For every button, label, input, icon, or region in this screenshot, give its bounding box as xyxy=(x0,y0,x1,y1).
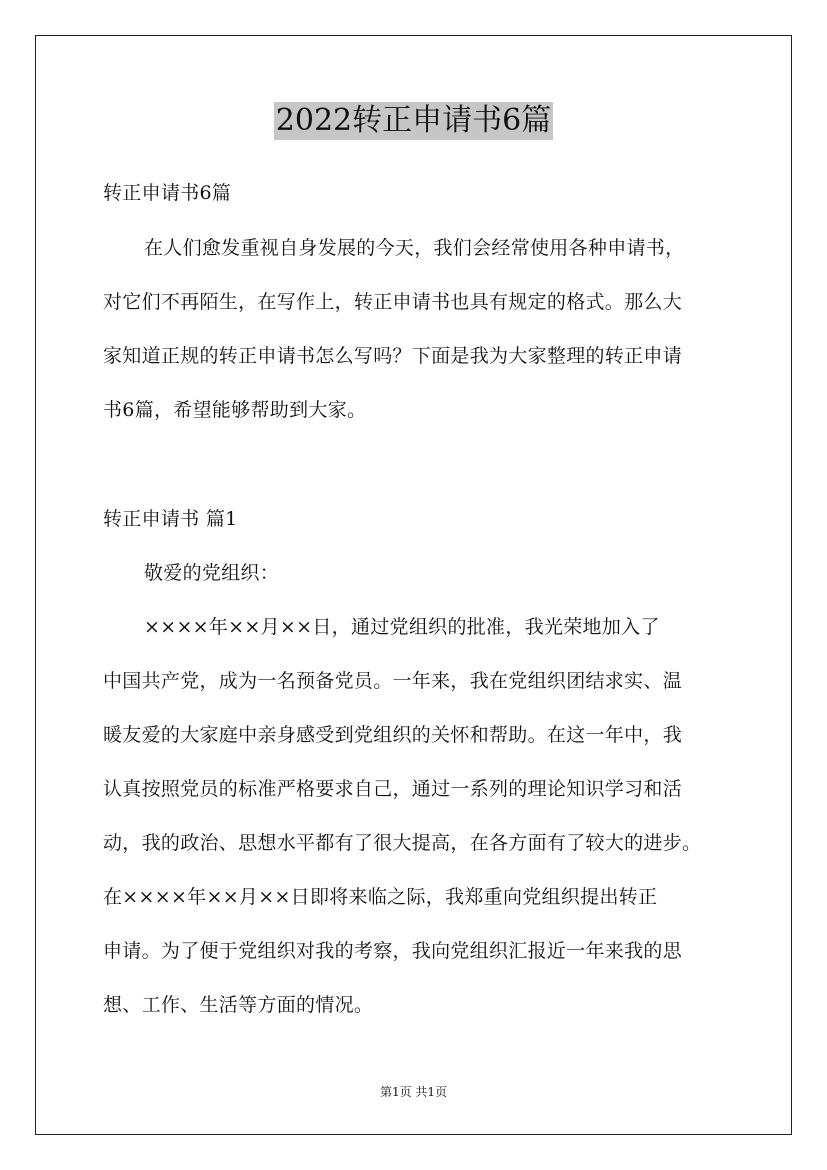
intro-line: 书6篇，希望能够帮助到大家。 xyxy=(103,399,367,421)
intro-line: 在人们愈发重视自身发展的今天，我们会经常使用各种申请书， xyxy=(144,237,685,259)
page-footer: 第1页 共1页 xyxy=(379,1085,448,1099)
body-line: 动，我的政治、思想水平都有了很大提高，在各方面有了较大的进步。 xyxy=(103,832,702,854)
body-line: 暖友爱的大家庭中亲身感受到党组织的关怀和帮助。在这一年中，我 xyxy=(103,724,683,746)
body-line: 想、工作、生活等方面的情况。 xyxy=(103,994,374,1016)
salutation: 敬爱的党组织： xyxy=(144,562,280,584)
intro-line: 对它们不再陌生，在写作上，转正申请书也具有规定的格式。那么大 xyxy=(103,291,683,313)
section-heading: 转正申请书 篇1 xyxy=(103,508,238,530)
body-line: ××××年××月××日，通过党组织的批准，我光荣地加入了 xyxy=(144,616,660,638)
body-line: 在××××年××月××日即将来临之际，我郑重向党组织提出转正 xyxy=(103,886,658,908)
document-title: 2022转正申请书6篇 xyxy=(275,103,552,138)
document-subtitle: 转正申请书6篇 xyxy=(103,182,232,204)
title-container xyxy=(0,102,827,140)
body-line: 申请。为了便于党组织对我的考察，我向党组织汇报近一年来我的思 xyxy=(103,940,683,962)
body-line: 认真按照党员的标准严格要求自己，通过一系列的理论知识学习和活 xyxy=(103,778,683,800)
body-line: 中国共产党，成为一名预备党员。一年来，我在党组织团结求实、温 xyxy=(103,670,683,692)
intro-line: 家知道正规的转正申请书怎么写吗？下面是我为大家整理的转正申请 xyxy=(103,345,683,367)
